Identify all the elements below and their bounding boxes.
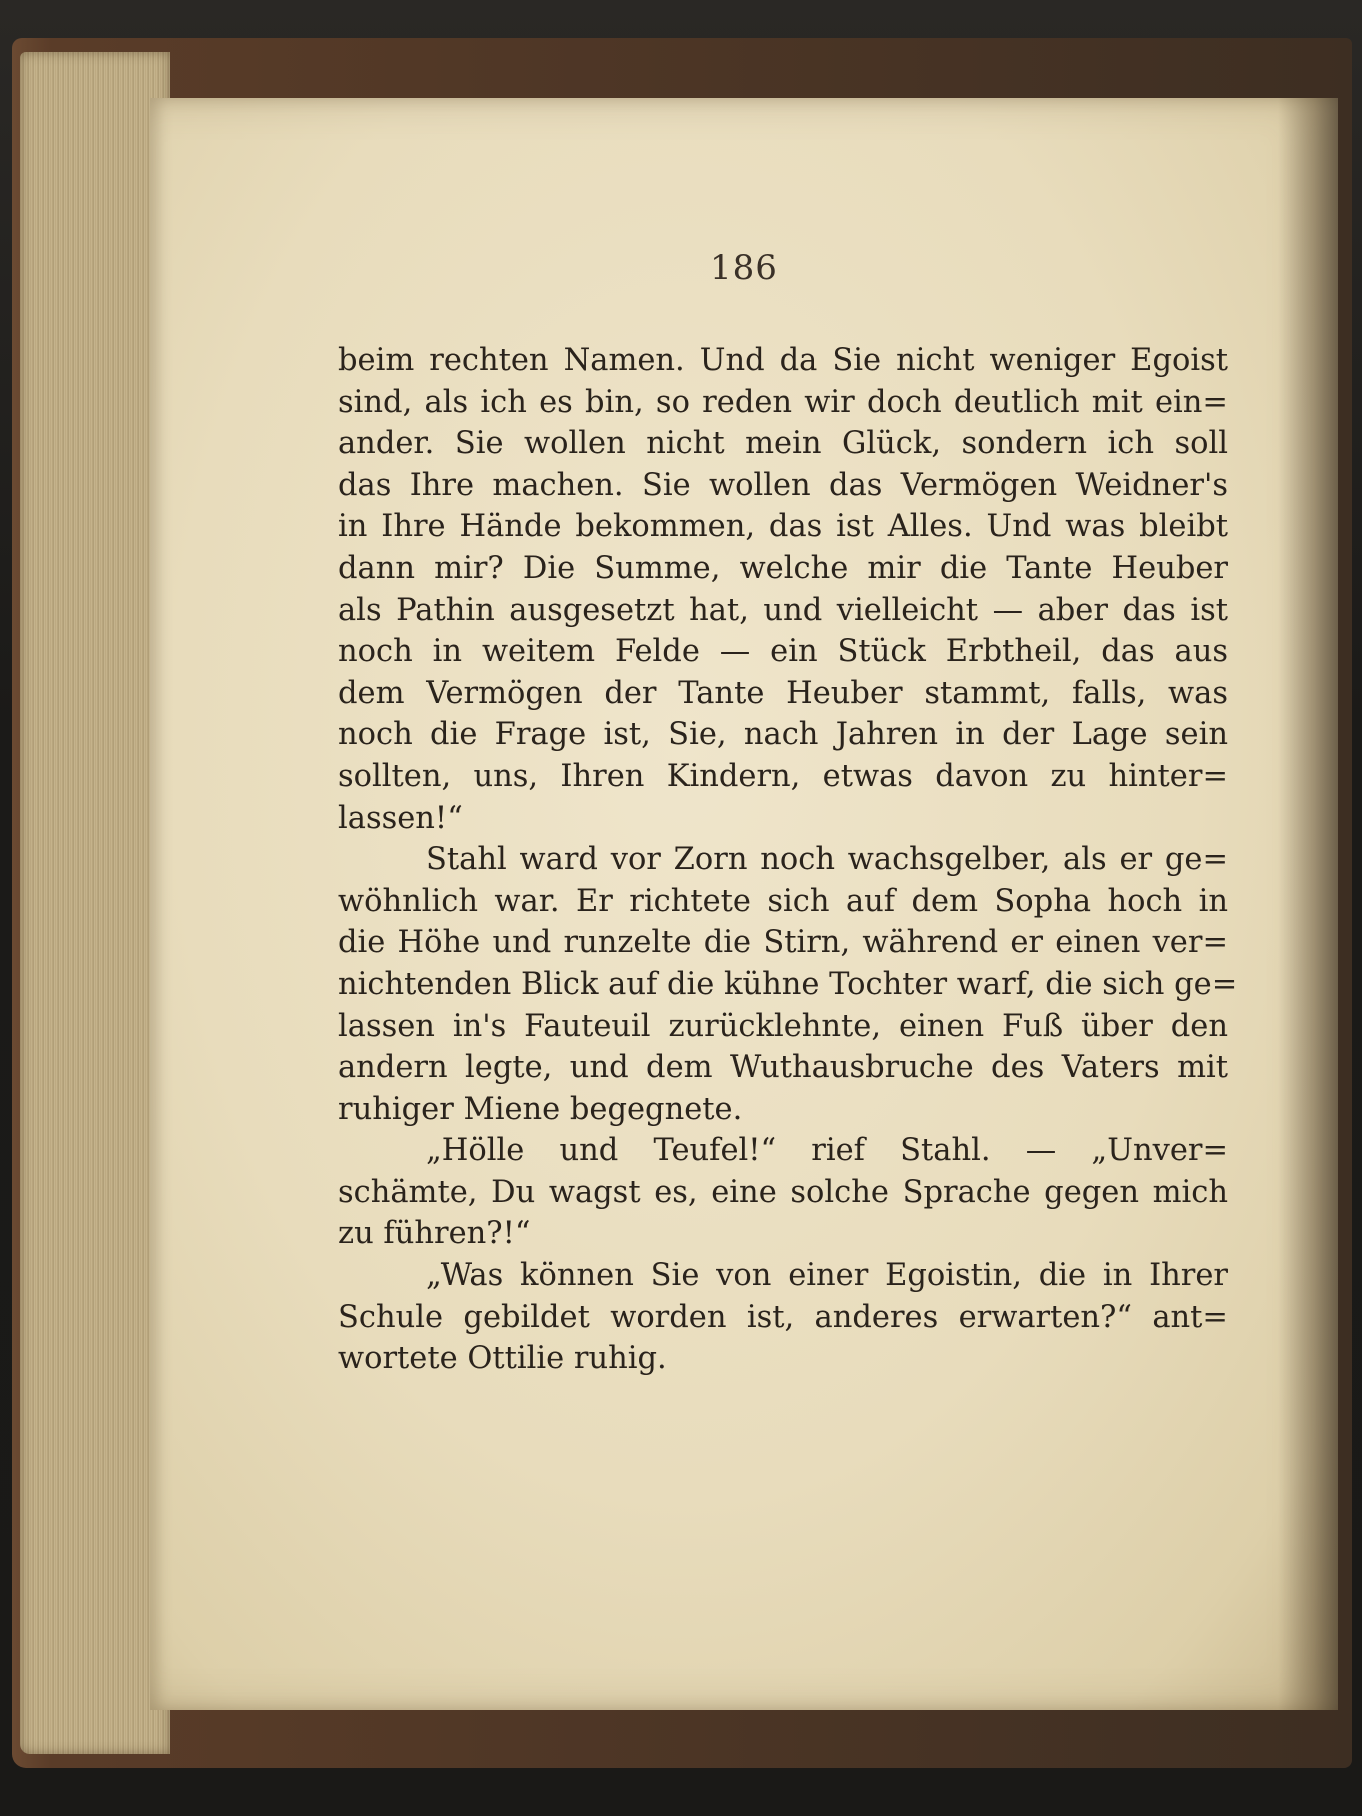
text-line: lassen!“ [338,800,463,836]
text-line: schämte, Du wagst es, eine solche Sprache gegen mich [338,1174,1228,1210]
text-line: in Ihre Hände bekommen, das ist Alles. Und was bleibt [338,509,1228,545]
text-line: wortete Ottilie ruhig. [338,1341,667,1377]
text-line: nichtenden Blick auf die kühne Tochter warf, die sich ge= [338,966,1238,1002]
text-line: „Was können Sie von einer Egoistin, die in Ihrer [426,1258,1228,1294]
text-line: ander. Sie wollen nicht mein Glück, sondern ich soll [338,426,1228,462]
text-line: „Hölle und Teufel!“ rief Stahl. — „Unver= [426,1133,1228,1169]
text-line: wöhnlich war. Er richtete sich auf dem Sopha hoch in [338,883,1228,919]
text-line: dem Vermögen der Tante Heuber stammt, falls, was [338,675,1228,711]
text-line: beim rechten Namen. Und da Sie nicht weniger Egoist [338,343,1228,378]
text-line: ruhiger Miene begegnete. [338,1091,743,1127]
text-line: Schule gebildet worden ist, anderes erwarten?“ ant= [338,1299,1228,1335]
book-page [150,98,1338,1710]
text-line: das Ihre machen. Sie wollen das Vermögen Weidner's [338,467,1228,503]
text-line: noch die Frage ist, Sie, nach Jahren in der Lage sein [338,717,1228,753]
text-line: als Pathin ausgesetzt hat, und vielleicht — aber das ist [338,592,1228,628]
page-edges [20,52,170,1754]
text-line: sind, als ich es bin, so reden wir doch deutlich mit ein= [338,384,1228,420]
page-number: 186 [710,248,778,288]
text-line: andern legte, und dem Wuthausbruche des Vaters mit [338,1050,1228,1086]
text-line: Stahl ward vor Zorn noch wachsgelber, als er ge= [426,842,1228,878]
text-line: die Höhe und runzelte die Stirn, während er einen ver= [338,925,1228,961]
page-gutter-shadow [1278,98,1338,1710]
text-line: lassen in's Fauteuil zurücklehnte, einen Fuß über den [338,1008,1228,1044]
text-line: sollten, uns, Ihren Kindern, etwas davon zu hinter= [338,758,1228,794]
body-text [338,340,1238,1380]
text-line: noch in weitem Felde — ein Stück Erbtheil, das aus [338,634,1228,670]
text-line: zu führen?!“ [338,1216,531,1252]
text-line: dann mir? Die Summe, welche mir die Tante Heuber [338,550,1228,586]
